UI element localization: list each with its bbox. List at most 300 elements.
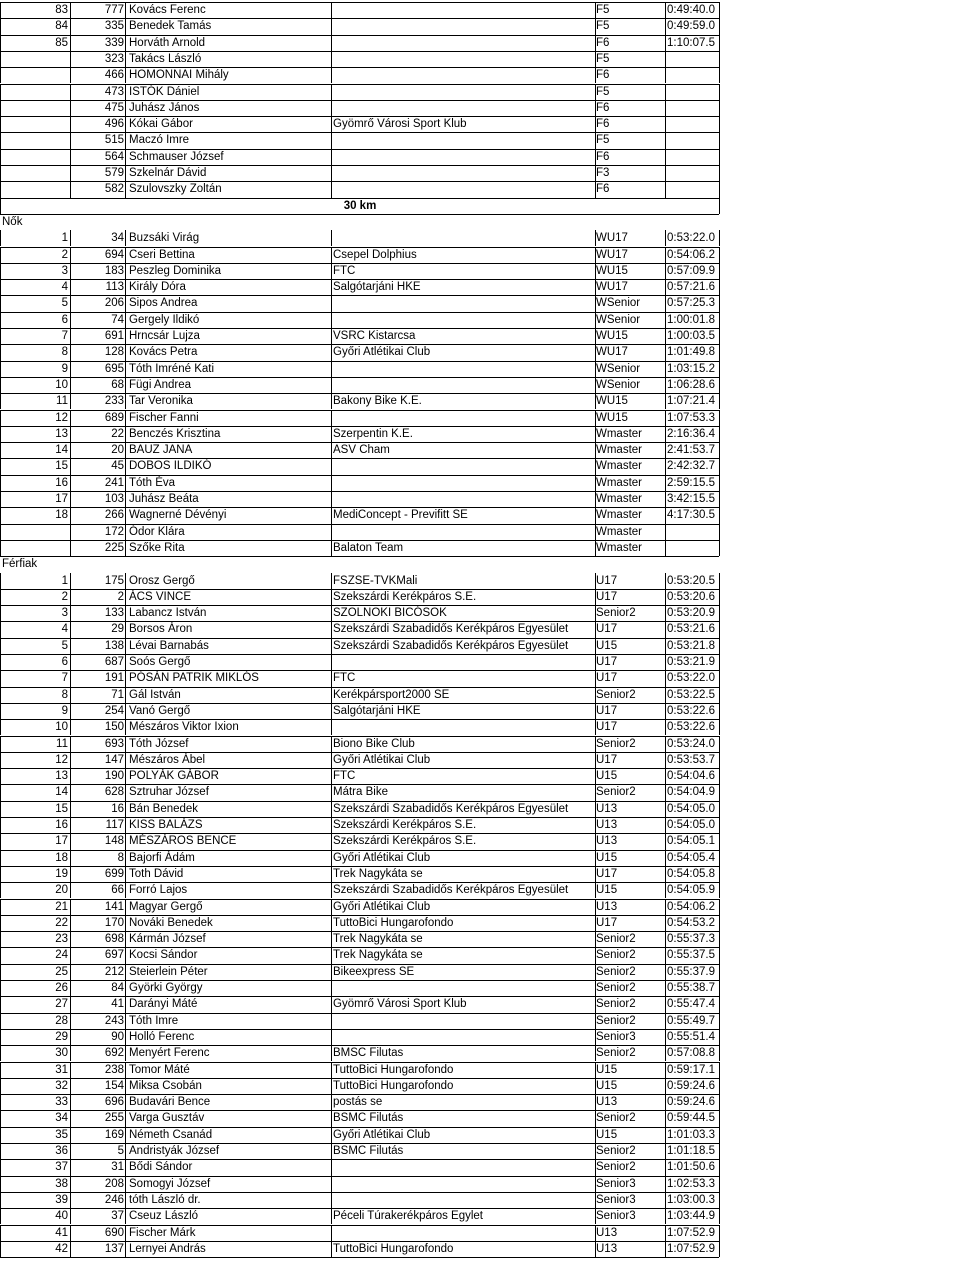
name-cell: Buzsáki Virág bbox=[129, 232, 200, 245]
category-cell: U17 bbox=[596, 623, 618, 636]
club-cell bbox=[333, 2, 595, 18]
distance-label: 30 km bbox=[343, 199, 377, 212]
name-cell: Szőke Rita bbox=[129, 541, 185, 554]
rank-cell: 32 bbox=[55, 1079, 68, 1092]
time-cell: 1:00:03.5 bbox=[667, 330, 715, 342]
result-row bbox=[0, 377, 960, 393]
rank-cell: 14 bbox=[55, 444, 68, 457]
name-cell: Vanó Gergő bbox=[129, 704, 191, 717]
rank-cell bbox=[0, 67, 68, 83]
name-cell: Maczó Imre bbox=[129, 134, 190, 147]
time-cell: 1:00:01.8 bbox=[667, 313, 715, 326]
rank-cell: 29 bbox=[55, 1030, 68, 1043]
category-cell: WSenior bbox=[596, 313, 641, 326]
club-cell bbox=[333, 295, 595, 311]
club-cell bbox=[333, 361, 595, 377]
rank-cell bbox=[0, 84, 68, 100]
result-row bbox=[0, 132, 960, 148]
time-cell: 0:53:53.7 bbox=[667, 753, 715, 766]
rank-cell: 1 bbox=[61, 232, 68, 245]
result-row bbox=[0, 475, 960, 491]
result-row bbox=[0, 1127, 960, 1143]
gender-label: Férfiak bbox=[2, 558, 38, 571]
bib-cell: 687 bbox=[104, 656, 124, 668]
name-cell: Steierlein Péter bbox=[129, 965, 208, 978]
bib-cell: 246 bbox=[104, 1193, 124, 1206]
category-cell: U17 bbox=[596, 916, 618, 929]
result-row bbox=[0, 116, 960, 132]
name-cell: Sipos Andrea bbox=[129, 297, 198, 310]
name-cell: Ódor Klára bbox=[129, 525, 185, 538]
category-cell: Senior2 bbox=[596, 1014, 636, 1027]
name-cell: Mészáros Ábel bbox=[129, 753, 206, 766]
rank-cell: 11 bbox=[56, 737, 68, 750]
bib-cell: 154 bbox=[104, 1079, 124, 1092]
result-row bbox=[0, 458, 960, 474]
club-cell: Győri Atlétikai Club bbox=[333, 900, 431, 913]
name-cell: KISS BALÁZS bbox=[129, 819, 203, 831]
rank-cell: 28 bbox=[55, 1014, 68, 1027]
rank-cell: 19 bbox=[55, 867, 68, 880]
time-cell bbox=[667, 84, 727, 100]
rank-cell bbox=[0, 132, 68, 148]
category-cell: WU15 bbox=[596, 411, 628, 424]
rank-cell: 17 bbox=[55, 835, 68, 848]
club-cell: Bakony Bike K.E. bbox=[333, 395, 422, 408]
club-cell: Szerpentin K.E. bbox=[333, 427, 413, 440]
name-cell: Juhász Beáta bbox=[129, 493, 199, 505]
result-row bbox=[0, 801, 960, 817]
result-row bbox=[0, 768, 960, 784]
bib-cell: 172 bbox=[104, 525, 124, 538]
distance-heading bbox=[0, 198, 960, 214]
category-cell: U15 bbox=[596, 770, 618, 783]
time-cell: 0:59:24.6 bbox=[667, 1079, 715, 1092]
time-cell bbox=[667, 132, 727, 148]
category-cell: U13 bbox=[596, 802, 618, 815]
bib-cell: 564 bbox=[104, 150, 124, 163]
rank-cell: 34 bbox=[55, 1112, 68, 1125]
bib-cell: 16 bbox=[111, 802, 124, 815]
bib-cell: 22 bbox=[111, 427, 124, 440]
rank-cell bbox=[0, 524, 68, 540]
name-cell: Bődi Sándor bbox=[129, 1161, 193, 1174]
name-cell: Györki György bbox=[129, 982, 203, 994]
rank-cell: 31 bbox=[55, 1063, 68, 1076]
category-cell: U17 bbox=[596, 704, 618, 717]
name-cell: Juhász János bbox=[129, 101, 200, 114]
category-cell: Senior2 bbox=[596, 737, 636, 750]
bib-cell: 31 bbox=[111, 1161, 124, 1174]
time-cell bbox=[667, 540, 727, 556]
result-row bbox=[0, 752, 960, 768]
time-cell: 0:53:20.9 bbox=[667, 607, 715, 620]
club-cell: postás se bbox=[333, 1096, 383, 1109]
time-cell: 0:54:05.9 bbox=[667, 884, 715, 897]
name-cell: Fischer Fanni bbox=[129, 411, 199, 424]
category-cell: Wmaster bbox=[596, 444, 642, 457]
result-row bbox=[0, 67, 960, 83]
name-cell: Benczés Krisztina bbox=[129, 427, 221, 440]
category-cell: F6 bbox=[596, 101, 610, 114]
club-cell: BSMC Filutás bbox=[333, 1112, 404, 1125]
result-row bbox=[0, 230, 960, 246]
rank-cell: 27 bbox=[55, 998, 68, 1011]
rank-cell bbox=[0, 116, 68, 132]
result-row bbox=[0, 312, 960, 328]
category-cell: U17 bbox=[596, 574, 618, 587]
time-cell: 1:07:21.4 bbox=[667, 395, 715, 408]
category-cell: U15 bbox=[596, 1063, 618, 1076]
bib-cell: 141 bbox=[104, 900, 124, 913]
bib-cell: 323 bbox=[104, 52, 124, 65]
time-cell: 0:49:40.0 bbox=[667, 4, 715, 16]
time-cell: 0:55:37.9 bbox=[667, 965, 715, 978]
time-cell: 0:54:04.9 bbox=[667, 786, 715, 799]
bib-cell: 183 bbox=[104, 264, 124, 277]
time-cell: 1:07:53.3 bbox=[667, 411, 715, 424]
category-cell: Wmaster bbox=[596, 427, 642, 440]
rank-cell: 37 bbox=[55, 1161, 68, 1174]
name-cell: tóth László dr. bbox=[129, 1193, 201, 1206]
rank-cell: 5 bbox=[61, 297, 68, 310]
gender-heading bbox=[0, 556, 960, 572]
club-cell: TuttoBici Hungarofondo bbox=[333, 1242, 454, 1255]
result-row bbox=[0, 361, 960, 377]
result-row bbox=[0, 719, 960, 735]
result-row bbox=[0, 1013, 960, 1029]
club-cell: Szekszárdi Szabadidős Kerékpáros Egyesület bbox=[333, 884, 569, 897]
bib-cell: 34 bbox=[111, 232, 124, 245]
result-row bbox=[0, 687, 960, 703]
name-cell: Kovács Petra bbox=[129, 346, 198, 359]
club-cell: Szekszárdi Kerékpáros S.E. bbox=[333, 590, 477, 603]
club-cell: Trek Nagykáta se bbox=[333, 933, 423, 946]
bib-cell: 29 bbox=[111, 623, 124, 636]
club-cell bbox=[333, 51, 595, 67]
club-cell: ASV Cham bbox=[333, 444, 390, 457]
time-cell bbox=[667, 181, 727, 197]
name-cell: Andristyák József bbox=[129, 1145, 220, 1157]
bib-cell: 68 bbox=[111, 378, 124, 391]
time-cell: 0:55:51.4 bbox=[667, 1030, 715, 1043]
bib-cell: 20 bbox=[111, 444, 124, 457]
club-cell bbox=[333, 1029, 595, 1045]
category-cell: WU17 bbox=[596, 232, 628, 245]
time-cell: 0:53:21.9 bbox=[667, 656, 715, 668]
result-row bbox=[0, 540, 960, 556]
rank-cell: 4 bbox=[61, 623, 68, 636]
result-row bbox=[0, 1241, 960, 1257]
rank-cell: 21 bbox=[55, 900, 68, 913]
time-cell: 0:57:09.9 bbox=[667, 264, 715, 277]
name-cell: Bajorfi Ádám bbox=[129, 851, 195, 864]
bib-cell: 697 bbox=[104, 949, 124, 962]
result-row bbox=[0, 344, 960, 360]
bib-cell: 698 bbox=[104, 933, 124, 946]
bib-cell: 175 bbox=[104, 574, 124, 587]
bib-cell: 37 bbox=[111, 1210, 124, 1223]
time-cell: 0:55:47.4 bbox=[667, 998, 715, 1011]
bib-cell: 5 bbox=[117, 1145, 124, 1157]
time-cell: 0:55:37.5 bbox=[667, 949, 715, 962]
category-cell: Senior2 bbox=[596, 1047, 636, 1060]
result-row bbox=[0, 328, 960, 344]
category-cell: F6 bbox=[596, 69, 610, 82]
name-cell: Gál István bbox=[129, 688, 181, 701]
club-cell bbox=[333, 491, 595, 507]
name-cell: Hrncsár Lujza bbox=[129, 330, 200, 342]
name-cell: Peszleg Dominika bbox=[129, 264, 222, 277]
time-cell: 0:53:22.5 bbox=[667, 688, 715, 701]
rank-cell: 26 bbox=[55, 982, 68, 994]
rank-cell: 6 bbox=[61, 313, 68, 326]
club-cell bbox=[333, 410, 595, 426]
category-cell: Wmaster bbox=[596, 509, 642, 522]
name-cell: BAUZ JANA bbox=[129, 444, 193, 457]
name-cell: Cseri Bettina bbox=[129, 248, 195, 261]
result-row bbox=[0, 51, 960, 67]
name-cell: PÓSÁN PATRIK MIKLÓS bbox=[129, 672, 259, 685]
rank-cell: 83 bbox=[55, 4, 68, 16]
result-row bbox=[0, 573, 960, 589]
name-cell: Tar Veronika bbox=[129, 395, 193, 408]
category-cell: Senior2 bbox=[596, 998, 636, 1011]
club-cell bbox=[333, 67, 595, 83]
club-cell bbox=[333, 1225, 595, 1241]
name-cell: Somogyi József bbox=[129, 1177, 211, 1190]
category-cell: U17 bbox=[596, 867, 618, 880]
rank-cell: 30 bbox=[55, 1047, 68, 1060]
club-cell: Kerékpársport2000 SE bbox=[333, 688, 450, 701]
name-cell: Fügi Andrea bbox=[129, 378, 192, 391]
name-cell: POLYÁK GÁBOR bbox=[129, 770, 219, 783]
name-cell: Szulovszky Zoltán bbox=[129, 183, 222, 196]
club-cell: TuttoBici Hungarofondo bbox=[333, 1079, 454, 1092]
club-cell bbox=[333, 377, 595, 393]
rank-cell: 4 bbox=[61, 281, 68, 294]
rank-cell: 9 bbox=[61, 362, 68, 375]
result-row bbox=[0, 1143, 960, 1159]
name-cell: Lernyei András bbox=[129, 1242, 206, 1255]
club-cell: Mátra Bike bbox=[333, 786, 388, 799]
time-cell: 0:55:38.7 bbox=[667, 982, 715, 994]
rank-cell: 18 bbox=[55, 509, 68, 522]
result-row bbox=[0, 1078, 960, 1094]
bib-cell: 138 bbox=[104, 639, 124, 652]
time-cell: 1:03:15.2 bbox=[667, 362, 715, 375]
rank-cell: 8 bbox=[61, 346, 68, 359]
result-row bbox=[0, 2, 960, 18]
category-cell: F5 bbox=[596, 4, 610, 16]
club-cell: BMSC Filutas bbox=[333, 1047, 404, 1060]
time-cell: 0:57:21.6 bbox=[667, 281, 715, 294]
result-row bbox=[0, 491, 960, 507]
rank-cell: 24 bbox=[55, 949, 68, 962]
category-cell: U13 bbox=[596, 1242, 618, 1255]
bib-cell: 241 bbox=[104, 476, 124, 489]
bib-cell: 41 bbox=[111, 998, 124, 1011]
rank-cell bbox=[0, 540, 68, 556]
club-cell: FSZSE-TVKMali bbox=[333, 574, 418, 587]
result-row bbox=[0, 980, 960, 996]
rank-cell: 85 bbox=[55, 36, 68, 49]
name-cell: Schmauser József bbox=[129, 150, 224, 163]
rank-cell: 13 bbox=[55, 770, 68, 783]
category-cell: F5 bbox=[596, 134, 610, 147]
bib-cell: 128 bbox=[104, 346, 124, 359]
bib-cell: 148 bbox=[104, 835, 124, 848]
name-cell: Horváth Arnold bbox=[129, 36, 206, 49]
category-cell: WU17 bbox=[596, 346, 628, 359]
club-cell: Győri Atlétikai Club bbox=[333, 753, 431, 766]
rank-cell: 22 bbox=[55, 916, 68, 929]
category-cell: Wmaster bbox=[596, 460, 642, 473]
bib-cell: 238 bbox=[104, 1063, 124, 1076]
category-cell: Senior3 bbox=[596, 1030, 636, 1043]
bib-cell: 695 bbox=[104, 362, 124, 375]
rank-cell: 10 bbox=[55, 721, 68, 734]
result-row bbox=[0, 181, 960, 197]
rank-cell: 36 bbox=[55, 1145, 68, 1157]
club-cell: FTC bbox=[333, 770, 356, 783]
club-cell bbox=[333, 132, 595, 148]
name-cell: Tóth Imréné Kati bbox=[129, 362, 215, 375]
result-row bbox=[0, 149, 960, 165]
result-row bbox=[0, 35, 960, 51]
name-cell: Darányi Máté bbox=[129, 998, 198, 1011]
result-row bbox=[0, 442, 960, 458]
bib-cell: 74 bbox=[111, 313, 124, 326]
time-cell: 0:59:24.6 bbox=[667, 1096, 715, 1109]
rank-cell bbox=[0, 100, 68, 116]
club-cell bbox=[333, 1192, 595, 1208]
bib-cell: 208 bbox=[104, 1177, 124, 1190]
category-cell: WSenior bbox=[596, 297, 641, 310]
rank-cell bbox=[0, 51, 68, 67]
result-row bbox=[0, 426, 960, 442]
name-cell: Németh Csanád bbox=[129, 1128, 213, 1141]
club-cell: Szekszárdi Szabadidős Kerékpáros Egyesület bbox=[333, 623, 569, 636]
result-row bbox=[0, 784, 960, 800]
result-row bbox=[0, 638, 960, 654]
name-cell: Tóth József bbox=[129, 737, 189, 750]
rank-cell: 41 bbox=[55, 1226, 68, 1239]
result-row bbox=[0, 703, 960, 719]
time-cell bbox=[667, 149, 727, 165]
category-cell: WU17 bbox=[596, 281, 628, 294]
bib-cell: 692 bbox=[104, 1047, 124, 1060]
name-cell: Kovács Ferenc bbox=[129, 4, 206, 16]
result-row bbox=[0, 964, 960, 980]
result-row bbox=[0, 947, 960, 963]
category-cell: F6 bbox=[596, 36, 610, 49]
result-row bbox=[0, 1225, 960, 1241]
result-row bbox=[0, 1029, 960, 1045]
result-row bbox=[0, 279, 960, 295]
club-cell bbox=[333, 719, 595, 735]
category-cell: Senior2 bbox=[596, 1161, 636, 1174]
name-cell: Toth Dávid bbox=[129, 867, 184, 880]
name-cell: Kocsi Sándor bbox=[129, 949, 198, 962]
time-cell: 1:06:28.6 bbox=[667, 378, 715, 391]
gender-heading bbox=[0, 214, 960, 230]
rank-cell bbox=[0, 165, 68, 181]
time-cell: 0:54:53.2 bbox=[667, 916, 715, 929]
bib-cell: 147 bbox=[104, 753, 124, 766]
category-cell: U17 bbox=[596, 721, 618, 734]
bib-cell: 137 bbox=[104, 1242, 124, 1255]
category-cell: F6 bbox=[596, 183, 610, 196]
category-cell: WU15 bbox=[596, 395, 628, 408]
result-row bbox=[0, 1094, 960, 1110]
result-row bbox=[0, 654, 960, 670]
time-cell: 0:54:05.4 bbox=[667, 851, 715, 864]
time-cell: 1:07:52.9 bbox=[667, 1242, 715, 1255]
result-row bbox=[0, 393, 960, 409]
time-cell: 1:03:00.3 bbox=[667, 1193, 715, 1206]
category-cell: F5 bbox=[596, 85, 610, 98]
club-cell bbox=[333, 230, 595, 246]
bib-cell: 628 bbox=[104, 786, 124, 799]
category-cell: U15 bbox=[596, 639, 618, 652]
rank-cell: 33 bbox=[55, 1096, 68, 1109]
result-row bbox=[0, 18, 960, 34]
name-cell: ÁCS VINCE bbox=[129, 590, 191, 603]
category-cell: Senior3 bbox=[596, 1177, 636, 1190]
name-cell: Szkelnár Dávid bbox=[129, 167, 207, 179]
bib-cell: 696 bbox=[104, 1096, 124, 1109]
name-cell: Labancz István bbox=[129, 607, 207, 620]
name-cell: Tomor Máté bbox=[129, 1063, 190, 1076]
club-cell: Salgótarjáni HKE bbox=[333, 281, 421, 294]
category-cell: U17 bbox=[596, 753, 618, 766]
time-cell: 2:16:36.4 bbox=[667, 427, 715, 440]
rank-cell: 15 bbox=[55, 802, 68, 815]
rank-cell: 1 bbox=[61, 574, 68, 587]
bib-cell: 699 bbox=[104, 867, 124, 880]
category-cell: Senior2 bbox=[596, 933, 636, 946]
bib-cell: 170 bbox=[104, 916, 124, 929]
club-cell bbox=[333, 1013, 595, 1029]
bib-cell: 133 bbox=[104, 607, 124, 620]
bib-cell: 117 bbox=[105, 819, 124, 831]
category-cell: Senior3 bbox=[596, 1210, 636, 1223]
time-cell bbox=[667, 165, 727, 181]
rank-cell: 3 bbox=[61, 607, 68, 620]
category-cell: U13 bbox=[596, 835, 618, 848]
club-cell bbox=[333, 1176, 595, 1192]
time-cell bbox=[667, 524, 727, 540]
rank-cell: 8 bbox=[61, 688, 68, 701]
category-cell: Senior2 bbox=[596, 786, 636, 799]
result-row bbox=[0, 931, 960, 947]
rank-cell: 11 bbox=[56, 395, 68, 408]
category-cell: WU15 bbox=[596, 330, 628, 342]
club-cell bbox=[333, 35, 595, 51]
time-cell: 0:53:21.6 bbox=[667, 623, 715, 636]
name-cell: Kármán József bbox=[129, 933, 206, 946]
category-cell: U15 bbox=[596, 851, 618, 864]
rank-cell: 38 bbox=[55, 1177, 68, 1190]
gender-label: Nők bbox=[2, 215, 23, 228]
club-cell: Gyömrő Városi Sport Klub bbox=[333, 118, 467, 131]
result-row bbox=[0, 1045, 960, 1061]
category-cell: Senior2 bbox=[596, 607, 636, 620]
bib-cell: 243 bbox=[104, 1014, 124, 1027]
club-cell: Trek Nagykáta se bbox=[333, 867, 423, 880]
name-cell: Benedek Tamás bbox=[129, 20, 212, 33]
